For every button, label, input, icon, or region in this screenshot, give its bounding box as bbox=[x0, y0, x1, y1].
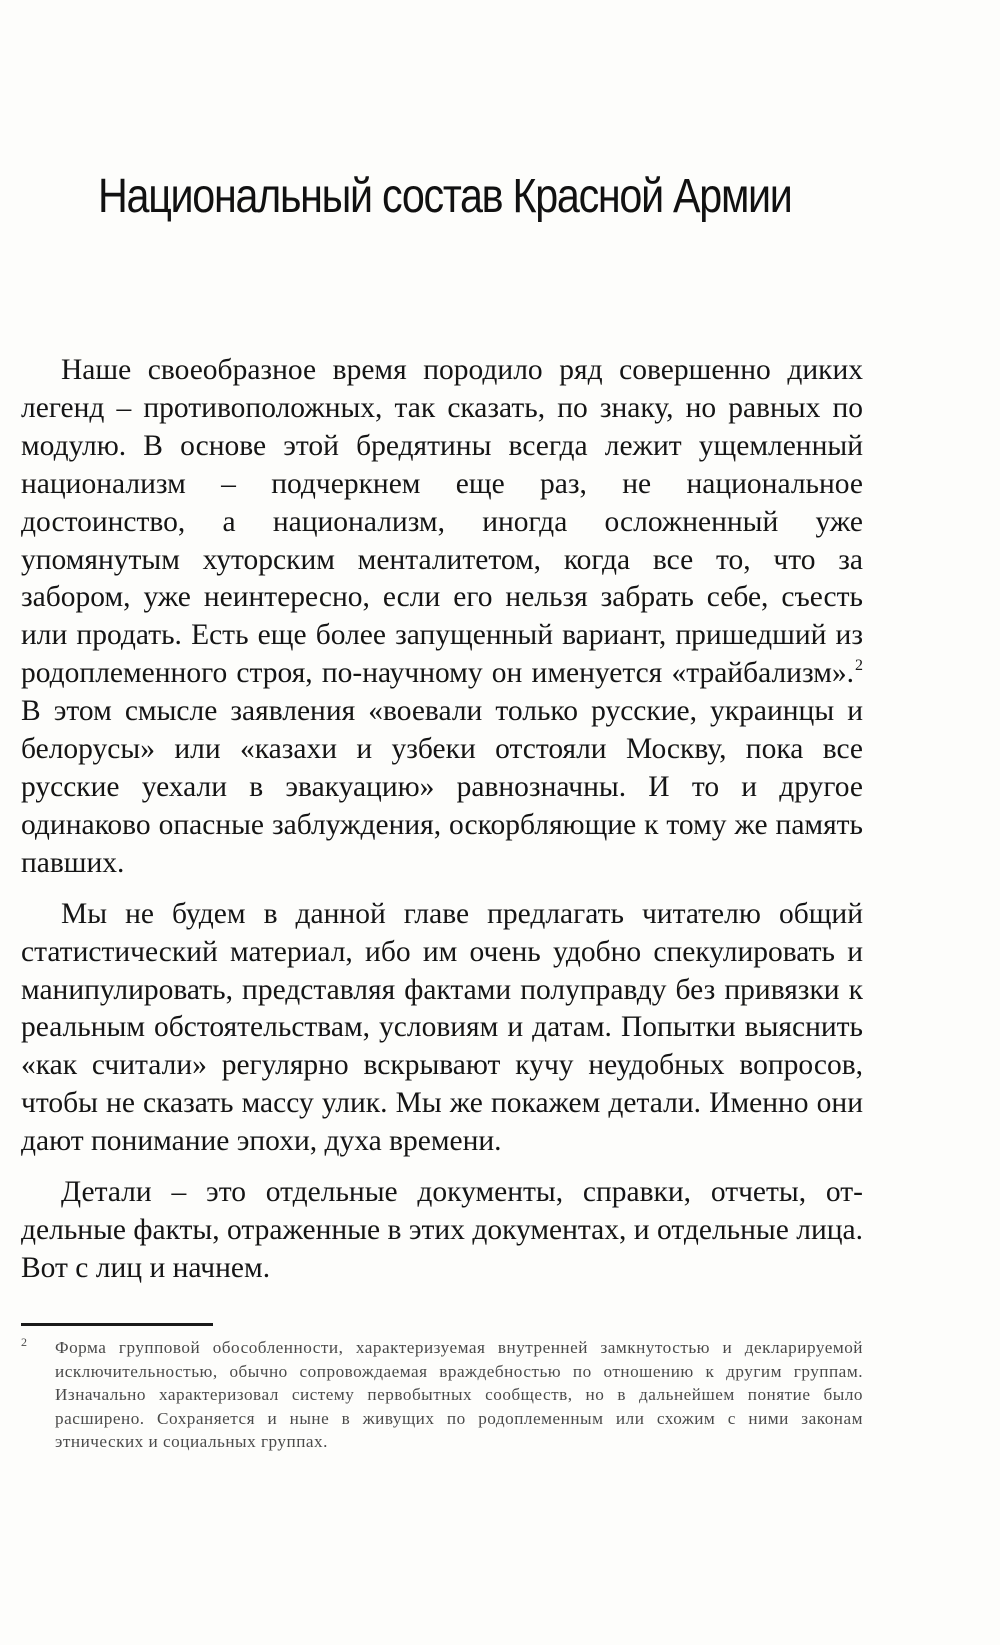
paragraph-2: Мы не будем в данной главе предлагать читателю общий статистический материал, ибо им очень удобно спекулировать и манипулировать, представляя фактами полуправду без привязки к реальным обстоятельствам, условиям и датам. Попытки выяснить «как считали» регулярно вскрывают кучу неудобных вопросов, чтобы не сказать массу улик. Мы же покажем детали. Именно они дают понимание эпохи, духа времени. bbox=[21, 897, 863, 1158]
chapter-title: Национальный состав Красной Армии bbox=[98, 170, 792, 223]
paragraph-1-text-cont: В этом смысле заявления «воевали только русские, украинцы и белорусы» или «казахи и узбеки отстояли Москву, пока все русские уехали в эвакуацию» равнозначны. И то и другое одинаково опасные заблуждения, оскорбляющие к тому же память павших. bbox=[21, 695, 863, 879]
paragraph-3: Детали – это отдельные документы, справки, отчеты, отдельные факты, отраженные в этих документах, и отдельные лица. Вот с лиц и начнем. bbox=[21, 1176, 863, 1284]
footnote-reference: 2 bbox=[855, 657, 863, 675]
footnote bbox=[21, 1336, 863, 1454]
paragraph-1 bbox=[21, 352, 863, 883]
footnote-text: Форма групповой обособленности, характеризуемая внутренней замкнутостью и декларируемой исключительностью, обычно сопровождаемая враждебностью по отношению к другим группам. Изначально характеризовал систему первобытных сообществ, но в дальнейшем понятие было расширено. Сохраняется и ныне в живущих по родоплеменным или схожим с ними законам этнических и социальных группах. bbox=[55, 1338, 863, 1452]
chapter-body bbox=[21, 352, 863, 1288]
footnote-divider bbox=[21, 1323, 213, 1326]
paragraph-1-text: Наше своеобразное время породило ряд совершенно диких легенд – противоположных, так сказать, по знаку, но равных по модулю. В основе этой бредятины всегда лежит ущемленный национализм – подчеркнем еще раз, не национальное достоинство, а национализм, иногда осложненный уже упомянутым хуторским менталитетом, когда все то, что за забором, уже неинтересно, если его нельзя забрать себе, съесть или продать. Есть еще более запущенный вариант, пришедший из родоплеменного строя, по-научному он именуется «трайбализм». bbox=[21, 354, 863, 690]
footnote-number: 2 bbox=[21, 1335, 27, 1349]
